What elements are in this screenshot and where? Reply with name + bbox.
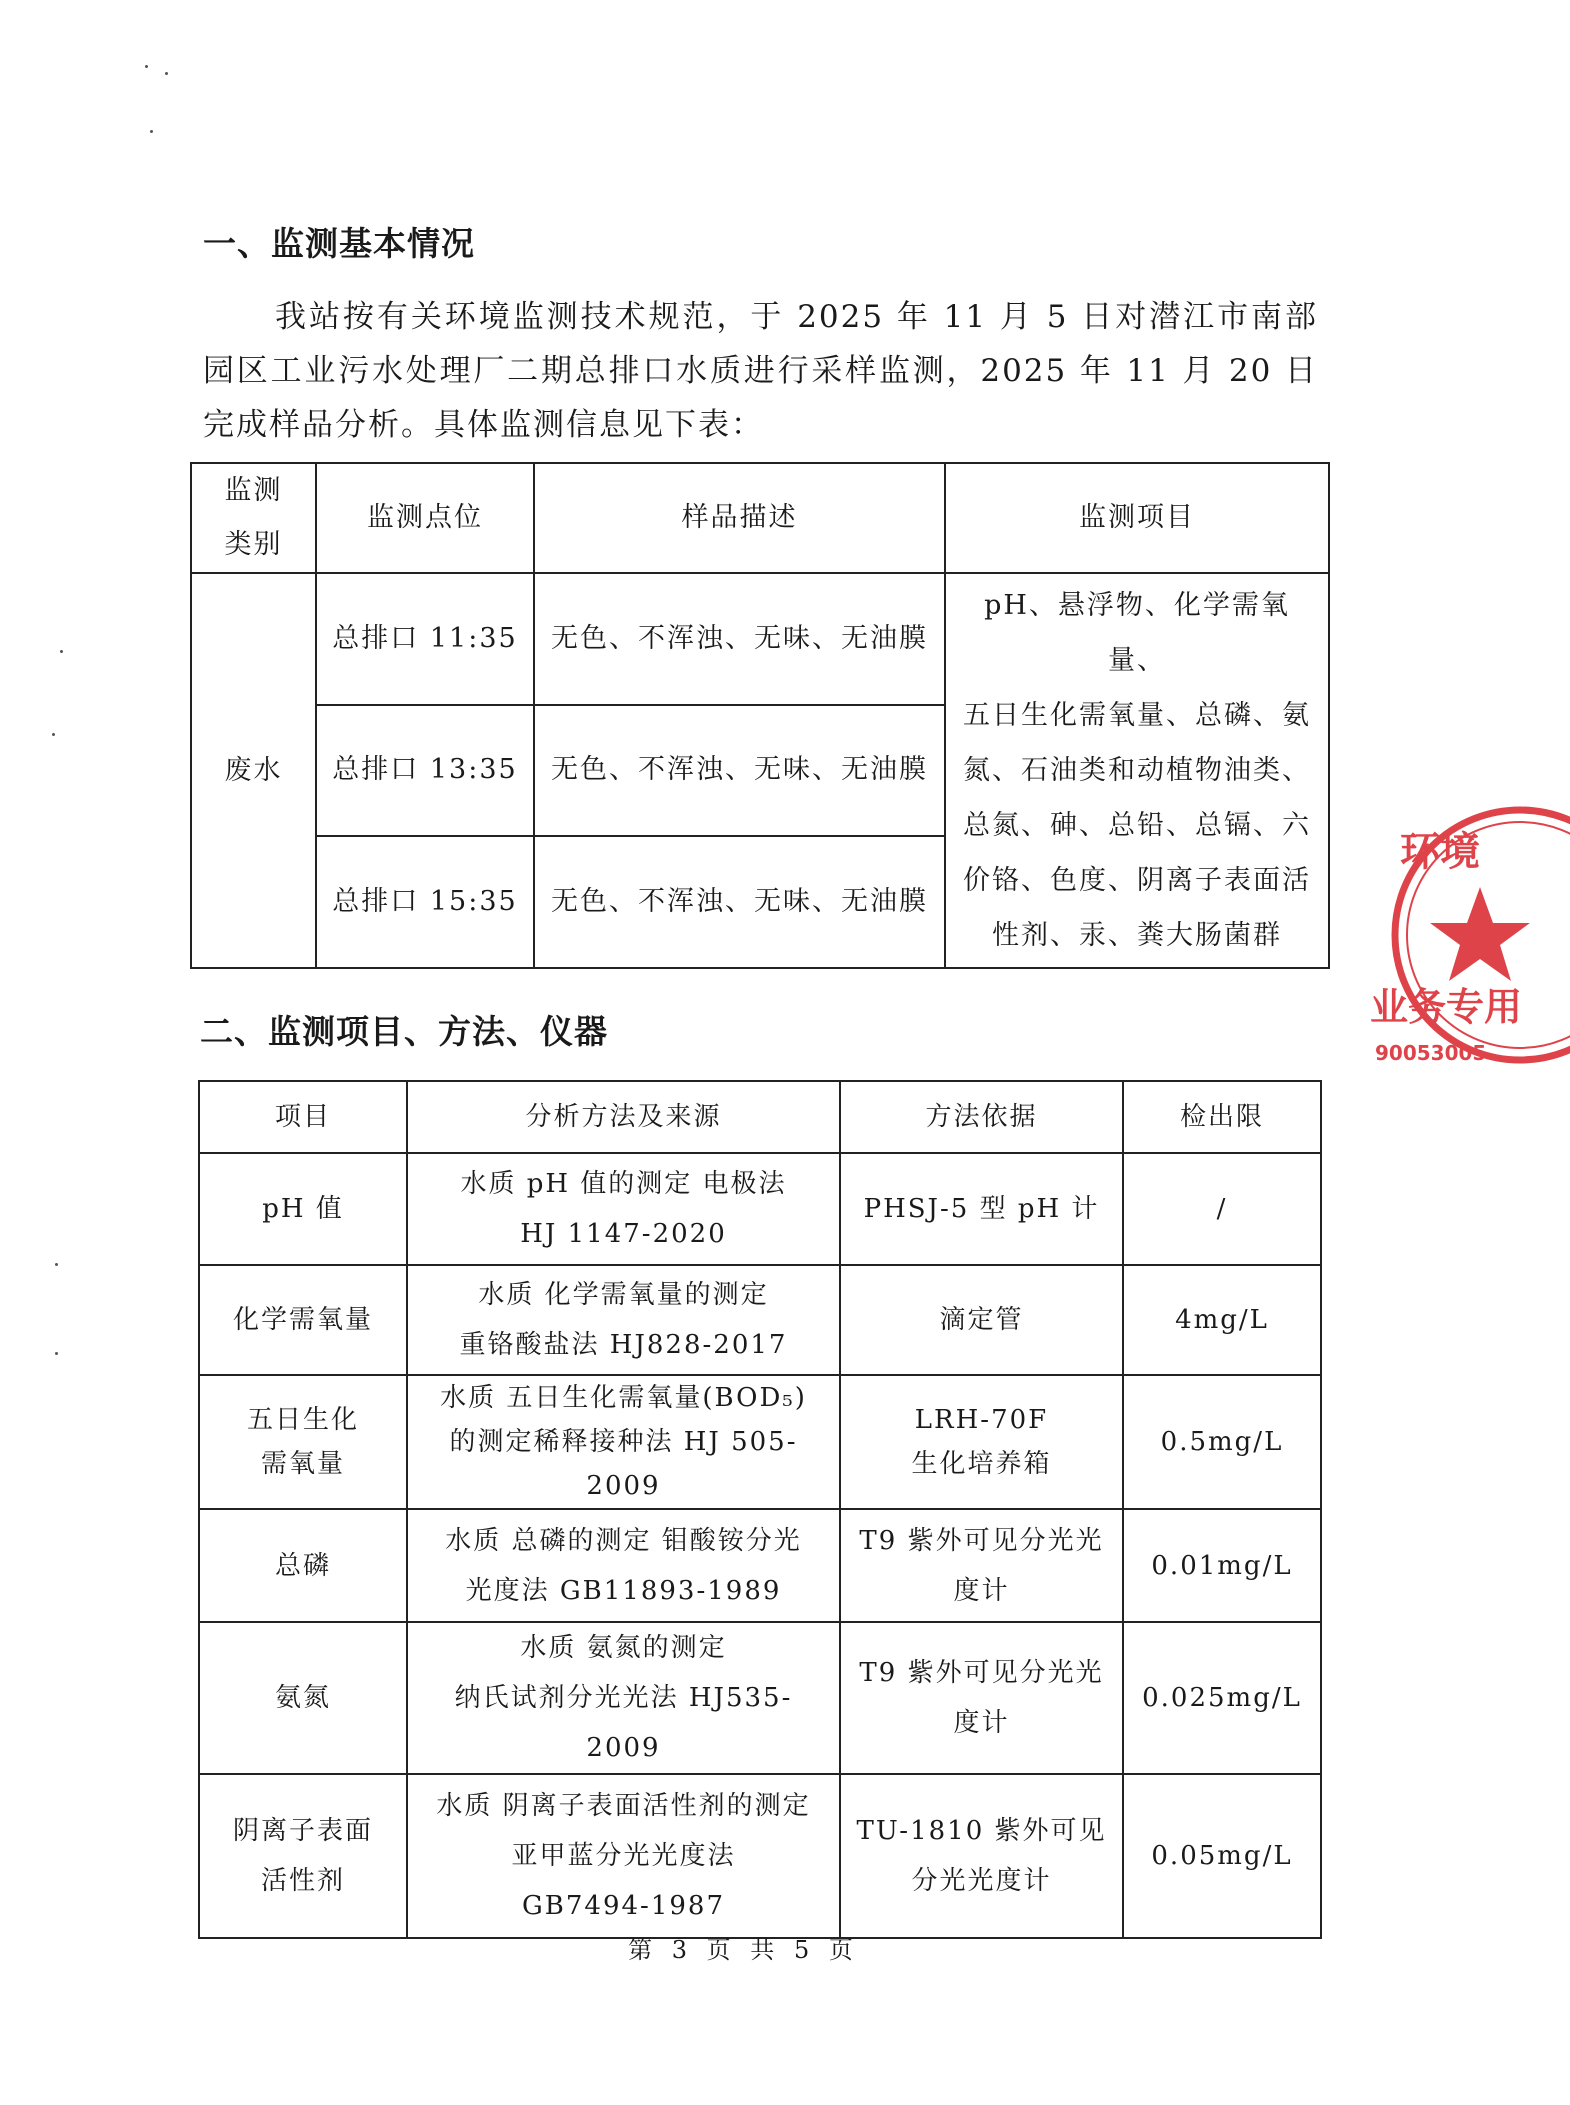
items-line: pH、悬浮物、化学需氧量、	[984, 590, 1290, 676]
method-line: 纳氏试剂分光光法 HJ535-2009	[454, 1683, 793, 1763]
limit-cell: 0.025mg/L	[1123, 1622, 1321, 1774]
items-line: 总氮、砷、总铅、总镉、六	[963, 810, 1311, 841]
table-row	[199, 1509, 1321, 1622]
limit-cell: 0.05mg/L	[1123, 1774, 1321, 1938]
limit-cell: 0.01mg/L	[1123, 1509, 1321, 1622]
section-heading: 二、监测项目、方法、仪器	[200, 1012, 608, 1051]
item-line: 氨氮	[274, 1683, 331, 1713]
table-row	[199, 1265, 1321, 1375]
seal-star	[1430, 887, 1530, 981]
basis-cell	[840, 1375, 1123, 1509]
scan-speck	[52, 733, 55, 736]
header-category-line: 类别	[224, 529, 283, 560]
method-cell	[407, 1153, 840, 1265]
basis-line: 分光光度计	[911, 1866, 1052, 1896]
method-line: 亚甲蓝分光光度法	[511, 1841, 736, 1871]
item-cell	[199, 1375, 407, 1509]
methods-table	[198, 1080, 1322, 1939]
basis-line: PHSJ-5 型 pH 计	[863, 1194, 1100, 1224]
basis-line: T9 紫外可见分光光	[859, 1525, 1104, 1556]
point-cell: 总排口 15:35	[316, 836, 534, 968]
limit-cell: 0.5mg/L	[1123, 1375, 1321, 1509]
item-cell	[199, 1509, 407, 1622]
table-row	[199, 1153, 1321, 1265]
header-item: 项目	[199, 1081, 407, 1153]
point-cell: 总排口 13:35	[316, 705, 534, 837]
seal-text-top: 环境	[1400, 828, 1480, 875]
basis-cell	[840, 1153, 1123, 1265]
method-line: 的测定稀释接种法 HJ 505-2009	[449, 1427, 798, 1501]
item-line: 化学需氧量	[232, 1305, 373, 1335]
header-method: 分析方法及来源	[407, 1081, 840, 1153]
sample-cell: 无色、不浑浊、无味、无油膜	[534, 573, 945, 705]
items-line: 性剂、汞、粪大肠菌群	[992, 920, 1282, 951]
item-cell	[199, 1622, 407, 1774]
method-line: 水质 阴离子表面活性剂的测定	[436, 1791, 811, 1821]
method-line: 水质 化学需氧量的测定	[478, 1280, 769, 1310]
item-cell	[199, 1265, 407, 1375]
header-category-line: 监测	[224, 475, 283, 506]
items-line: 五日生化需氧量、总磷、氨	[963, 700, 1311, 731]
header-basis: 方法依据	[840, 1081, 1123, 1153]
basis-cell	[840, 1509, 1123, 1622]
table-row	[199, 1622, 1321, 1774]
official-seal-stamp	[1370, 795, 1570, 1075]
header-limit: 检出限	[1123, 1081, 1321, 1153]
method-cell	[407, 1375, 840, 1509]
method-line: HJ 1147-2020	[520, 1219, 727, 1249]
basis-line: TU-1810 紫外可见	[856, 1816, 1107, 1846]
item-cell	[199, 1774, 407, 1938]
item-line: 活性剂	[260, 1866, 345, 1896]
point-cell: 总排口 11:35	[316, 573, 534, 705]
basis-line: 度计	[953, 1708, 1010, 1738]
method-line: 重铬酸盐法 HJ828-2017	[459, 1330, 788, 1360]
table-row	[199, 1375, 1321, 1509]
method-line: 水质 pH 值的测定 电极法	[460, 1169, 787, 1199]
items-cell	[945, 573, 1329, 968]
seal-text-middle: 业务专用	[1370, 984, 1523, 1029]
seal-text-number: 90053005	[1375, 1041, 1487, 1065]
sample-cell: 无色、不浑浊、无味、无油膜	[534, 705, 945, 837]
method-line: 水质 氨氮的测定	[520, 1633, 727, 1663]
item-line: 五日生化	[246, 1405, 359, 1435]
item-cell	[199, 1153, 407, 1265]
page-footer: 第 3 页 共 5 页	[628, 1936, 859, 1964]
item-line: 阴离子表面	[232, 1816, 373, 1846]
header-category	[191, 463, 316, 573]
item-line: pH 值	[262, 1194, 344, 1224]
sample-cell: 无色、不浑浊、无味、无油膜	[534, 836, 945, 968]
intro-paragraph: 我站按有关环境监测技术规范，于 2025 年 11 月 5 日对潜江市南部园区工业污水处理厂二期总排口水质进行采样监测，2025 年 11 月 20 日完成样品分析。具体监测信息见下表：	[203, 299, 1318, 443]
method-cell	[407, 1265, 840, 1375]
method-cell	[407, 1774, 840, 1938]
section-heading: 一、监测基本情况	[203, 224, 475, 263]
item-line: 总磷	[274, 1550, 331, 1581]
scan-speck	[55, 1263, 58, 1266]
basis-cell	[840, 1622, 1123, 1774]
basis-line: 度计	[953, 1575, 1010, 1606]
table-row	[199, 1774, 1321, 1938]
items-line: 氮、石油类和动植物油类、	[963, 755, 1311, 786]
header-sample: 样品描述	[534, 463, 945, 573]
limit-cell: /	[1123, 1153, 1321, 1265]
method-line: GB7494-1987	[522, 1891, 725, 1921]
method-cell	[407, 1622, 840, 1774]
table-row	[191, 573, 1329, 705]
basis-line: LRH-70F	[914, 1405, 1049, 1435]
scan-speck	[145, 65, 148, 68]
header-items: 监测项目	[945, 463, 1329, 573]
limit-cell: 4mg/L	[1123, 1265, 1321, 1375]
header-point: 监测点位	[316, 463, 534, 573]
method-line: 水质 总磷的测定 钼酸铵分光	[445, 1525, 802, 1556]
basis-line: T9 紫外可见分光光	[859, 1658, 1104, 1688]
basis-line: 滴定管	[939, 1305, 1024, 1335]
scan-speck	[60, 650, 63, 653]
basis-cell	[840, 1774, 1123, 1938]
item-line: 需氧量	[260, 1449, 345, 1479]
monitoring-info-table	[190, 462, 1330, 969]
scan-speck	[165, 72, 168, 75]
method-line: 光度法 GB11893-1989	[465, 1575, 782, 1606]
basis-line: 生化培养箱	[911, 1449, 1052, 1479]
basis-cell	[840, 1265, 1123, 1375]
method-cell	[407, 1509, 840, 1622]
category-cell: 废水	[191, 573, 316, 968]
scan-speck	[150, 130, 153, 133]
items-line: 价铬、色度、阴离子表面活	[963, 865, 1311, 896]
table-header-row	[191, 463, 1329, 573]
method-line: 水质 五日生化需氧量(BOD₅)	[440, 1383, 807, 1413]
scan-speck	[55, 1352, 58, 1355]
table-header-row	[199, 1081, 1321, 1153]
